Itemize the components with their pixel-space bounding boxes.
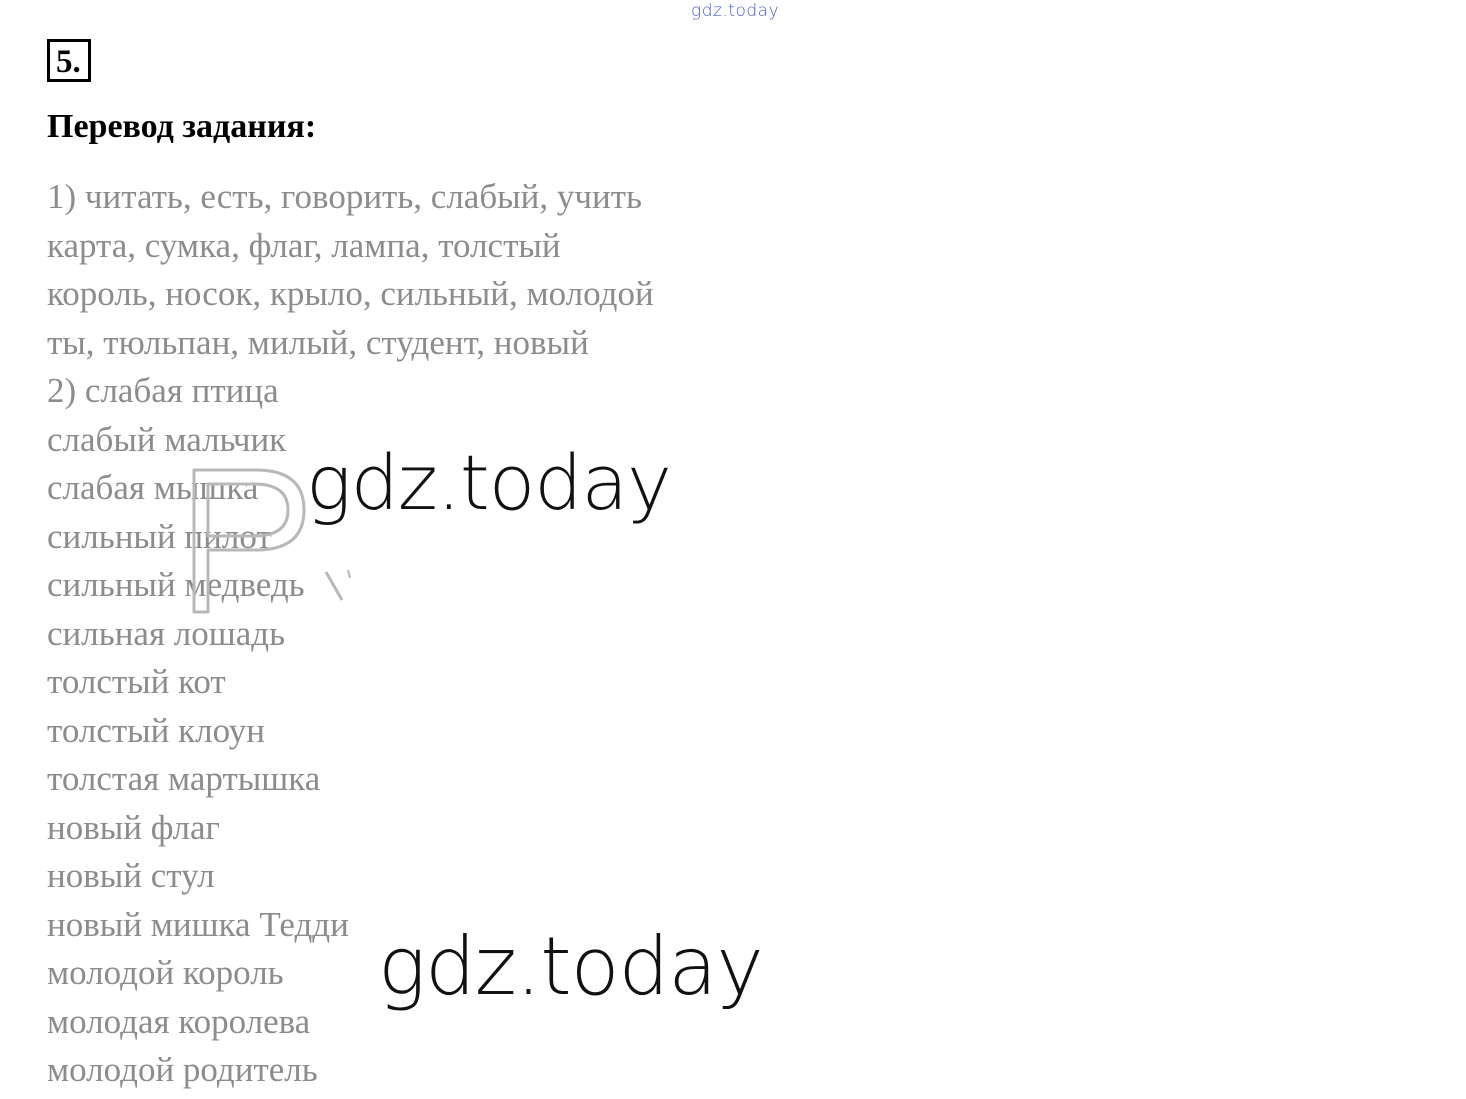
list-item: молодой родитель <box>47 1050 318 1089</box>
list-item: толстый кот <box>47 662 226 701</box>
list-item: ты, тюльпан, милый, студент, новый <box>47 322 589 362</box>
list-item: сильный медведь <box>47 565 305 604</box>
watermark-middle: gdz.today <box>306 438 671 527</box>
list-item: толстый клоун <box>47 710 266 750</box>
list-item: сильный пилот <box>47 516 272 556</box>
list-item: молодой король <box>47 953 284 992</box>
list-item: молодая королева <box>47 1001 311 1041</box>
list-item: 1) читать, есть, говорить, слабый, учить <box>47 177 642 216</box>
list-item: новый мишка Тедди <box>47 904 349 944</box>
list-item: слабая мышка <box>47 468 259 507</box>
list-item: толстая мартышка <box>47 759 321 798</box>
list-item: новый флаг <box>47 807 220 847</box>
watermark-bottom: gdz.today <box>378 920 763 1013</box>
page-title: Перевод задания: <box>47 108 317 145</box>
list-item: сильная лошадь <box>47 613 286 653</box>
list-item: карта, сумка, флаг, лампа, толстый <box>47 225 561 265</box>
task-number-box: 5. <box>47 39 91 82</box>
list-item: новый стул <box>47 856 215 895</box>
list-item: слабый мальчик <box>47 419 287 459</box>
list-item: 2) слабая птица <box>47 371 279 410</box>
list-item: король, носок, крыло, сильный, молодой <box>47 274 654 313</box>
top-watermark-text: gdz.today <box>691 1 780 21</box>
